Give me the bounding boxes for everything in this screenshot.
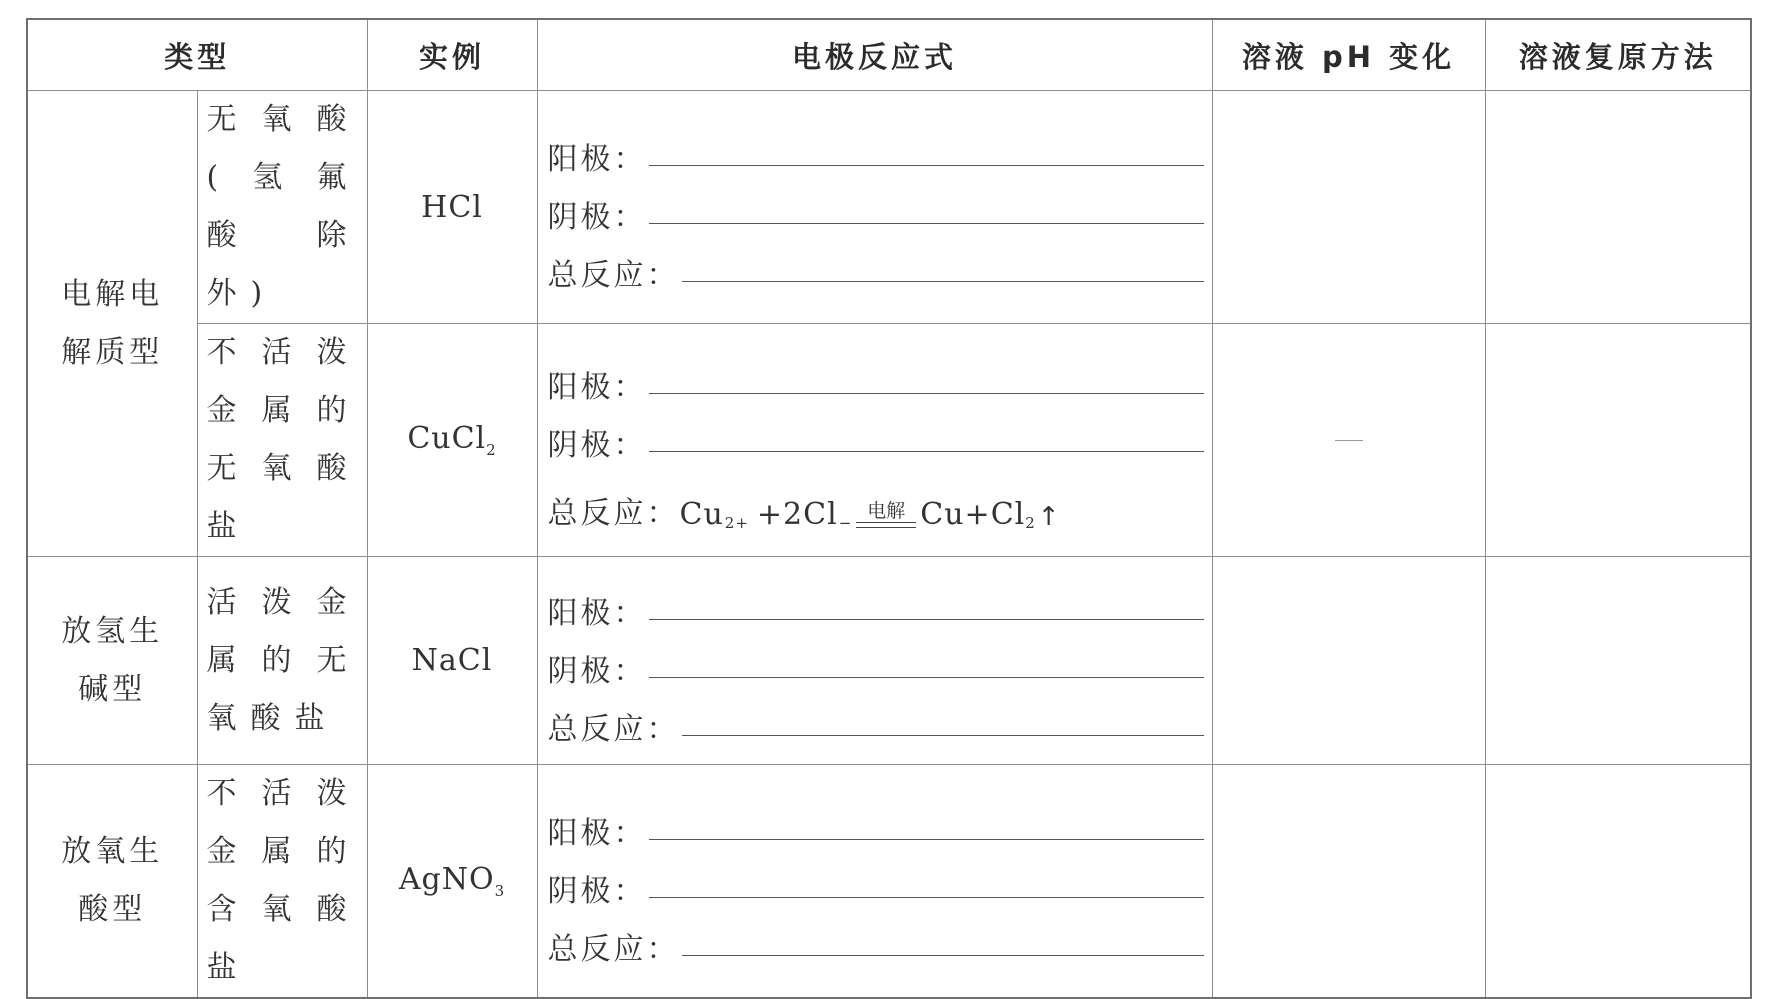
anode-label: 阳极： [547,370,647,405]
cathode-line [548,178,1204,236]
equals-bar [856,522,916,528]
type-label: 电解电解质型 [61,276,164,370]
cathode-line [548,852,1204,910]
total-line [548,236,1204,294]
subtype-cell: 无氧酸(氢氟酸除外) [197,91,367,324]
eq-charge-cu: 2+ [724,514,749,532]
total-answer-blank[interactable] [682,280,1204,282]
equation-cell [537,557,1212,765]
anode-line [548,794,1204,852]
total-label: 总反应： [547,258,680,293]
restore-method-cell[interactable] [1485,765,1751,999]
restore-method-cell[interactable] [1485,324,1751,557]
eq-products: Cu+Cl [920,497,1026,532]
table-row [27,765,1751,999]
total-label: 总反应： [547,711,680,747]
table-row [27,557,1751,765]
total-line [548,464,1204,532]
condition-label: 电解 [867,500,906,522]
table-row [27,324,1751,557]
example-subscript: 3 [494,882,506,900]
anode-line [548,348,1204,406]
reaction-condition [856,500,916,528]
subtype-cell: 不活泼金属的无氧酸盐 [197,324,367,557]
anode-label: 阳极： [547,142,647,177]
type-cell [27,91,197,557]
subtype-cell: 活泼金属的无氧酸盐 [197,557,367,765]
anode-label: 阳极： [547,816,647,851]
eq-product-subscript: 2 [1025,514,1036,532]
electrolysis-table-sheet [26,18,1750,985]
ph-change-cell[interactable] [1212,324,1485,557]
anode-answer-blank[interactable] [649,618,1204,620]
example-formula: AgNO [398,862,495,897]
anode-answer-blank[interactable] [649,164,1204,166]
electrolysis-table [26,18,1752,999]
cathode-answer-blank[interactable] [649,450,1204,452]
anode-label: 阳极： [547,595,647,631]
example-formula: CuCl [407,421,487,456]
type-label: 放氢生碱型 [61,613,164,707]
cathode-answer-blank[interactable] [649,676,1204,678]
example-cell [367,324,537,557]
cathode-line [548,406,1204,464]
anode-answer-blank[interactable] [649,392,1204,394]
eq-charge-cl: − [838,514,853,532]
header-row [27,19,1751,91]
type-cell [27,557,197,765]
header-restore-method: 溶液复原方法 [1485,19,1751,91]
anode-answer-blank[interactable] [649,838,1204,840]
cathode-answer-blank[interactable] [649,222,1204,224]
total-equation [680,497,1061,532]
gas-arrow-icon: ↑ [1037,502,1061,532]
header-example: 实例 [367,19,537,91]
example-subscript: 2 [486,441,497,459]
type-label: 放氧生酸型 [61,834,164,927]
cathode-answer-blank[interactable] [649,896,1204,898]
anode-line [548,120,1204,178]
total-answer-blank[interactable] [682,734,1204,736]
total-label: 总反应： [547,932,680,967]
cathode-label: 阴极： [547,200,647,235]
total-line [548,690,1204,748]
table-row [27,91,1751,324]
cathode-label: 阴极： [547,653,647,689]
cathode-label: 阴极： [547,428,647,463]
header-equation: 电极反应式 [537,19,1212,91]
anode-line [548,574,1204,632]
ph-change-cell[interactable] [1212,765,1485,999]
ph-change-dash [1335,440,1363,441]
subtype-cell: 不活泼金属的含氧酸盐 [197,765,367,999]
example-cell: HCl [367,91,537,324]
equation-cell [537,765,1212,999]
example-cell: NaCl [367,557,537,765]
equation-cell [537,324,1212,557]
header-type: 类型 [27,19,367,91]
header-ph-change: 溶液 pH 变化 [1212,19,1485,91]
equation-cell [537,91,1212,324]
ph-change-cell[interactable] [1212,91,1485,324]
restore-method-cell[interactable] [1485,557,1751,765]
eq-term-cl: +2Cl [756,497,838,532]
cathode-line [548,632,1204,690]
restore-method-cell[interactable] [1485,91,1751,324]
total-line [548,910,1204,968]
total-answer-blank[interactable] [682,954,1204,956]
example-cell [367,765,537,999]
eq-term-cu: Cu [679,497,724,532]
ph-change-cell[interactable] [1212,557,1485,765]
total-label: 总反应： [547,496,680,531]
type-cell [27,765,197,999]
cathode-label: 阴极： [547,874,647,909]
